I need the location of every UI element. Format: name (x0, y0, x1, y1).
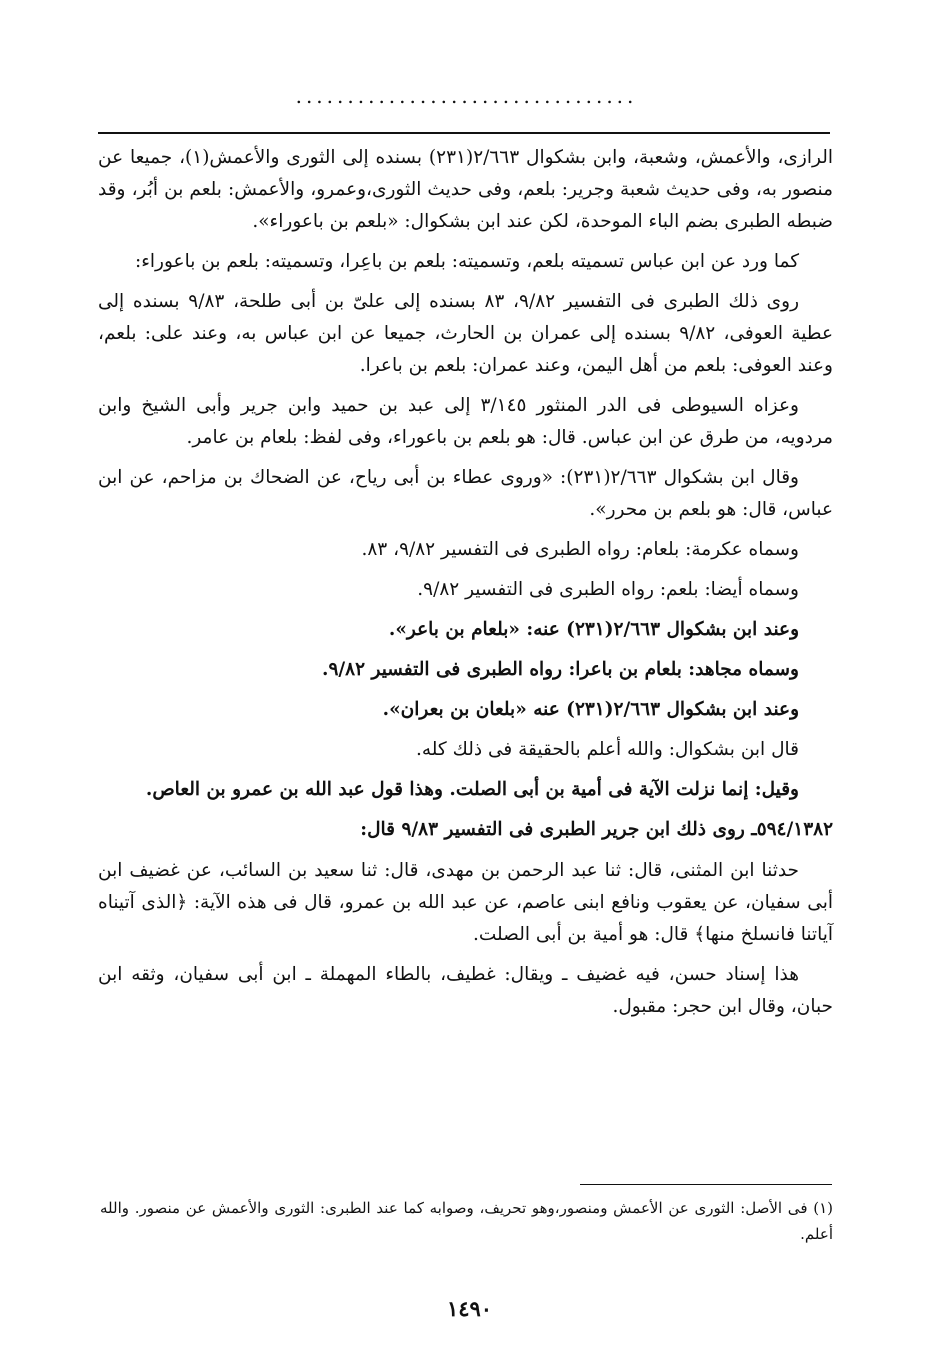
paragraph: وقيل: إنما نزلت الآية فى أمية بن أبى الصلت. وهذا قول عبد الله بن عمرو بن العاص. (145, 779, 799, 800)
paragraph: وعند ابن بشكوال ٢/٦٦٣(٢٣١) عنه: «بلعام بن باعر». (388, 619, 799, 640)
paragraph: وسماه عكرمة: بلعام: رواه الطبرى فى التفسير ٩/٨٢، ٨٣. (361, 539, 799, 560)
header-dots: ................................. (295, 84, 638, 108)
paragraph: كما ورد عن ابن عباس تسميته بلعم، وتسميته: بلعم بن باعِرا، وتسميته: بلعم بن باعوراء: (134, 251, 799, 272)
footnote: (١) فى الأصل: الثورى عن الأعمش ومنصور،وهو تحريف، وصوابه كما عند الطبرى: الثورى والأعمش عن منصور. والله أعلم. (100, 1199, 833, 1243)
paragraph: هذا إسناد حسن، فيه غضيف ـ ويقال: غطيف، بالطاء المهملة ـ ابن أبى سفيان، وثقه ابن حبان، وقال ابن حجر: مقبول. (98, 964, 833, 1017)
hadith-heading: ٥٩٤/١٣٨٢ـ روى ذلك ابن جرير الطبرى فى التفسير ٩/٨٣ قال: (360, 819, 833, 840)
paragraph: وقال ابن بشكوال ٢/٦٦٣(٢٣١): «وروى عطاء بن أبى رياح، عن الضحاك بن مزاحم، عن ابن عباس، قال: هو بلعم بن محرر». (98, 467, 833, 520)
paragraph: وسماه أيضا: بلعم: رواه الطبرى فى التفسير ٩/٨٢. (417, 579, 799, 600)
paragraph: وسماه مجاهد: بلعام بن باعرا: رواه الطبرى فى التفسير ٩/٨٢. (322, 659, 799, 680)
paragraph: روى ذلك الطبرى فى التفسير ٩/٨٢، ٨٣ بسنده إلى علىّ بن أبى طلحة، ٩/٨٣ بسنده إلى عطية العوفى، ٩/٨٢ بسنده إلى عمران بن الحارث، جميعا عن ابن عباس به، وعند على: بلعم، وعند العوفى: بلعم من أهل اليمن، وعند عمران: بلعم بن باعرا. (98, 291, 833, 376)
paragraph: الرازى، والأعمش، وشعبة، وابن بشكوال ٢/٦٦٣(٢٣١) بسنده إلى الثورى والأعمش(١)، جميعا عن منصور به، وفى حديث شعبة وجرير: بلعم، وفى حديث الثورى،وعمرو، والأعمش: بلعم بن أبُر، وقد ضبطه الطبرى بضم الباء الموحدة، لكن عند ابن بشكوال: «بلعم بن باعوراء». (98, 147, 833, 232)
paragraph: وعند ابن بشكوال ٢/٦٦٣(٢٣١) عنه «بلعان بن بعران». (382, 699, 799, 720)
header-rule (98, 132, 830, 134)
main-text (98, 142, 833, 1031)
page-number: ١٤٩٠ (446, 1296, 493, 1321)
paragraph: حدثنا ابن المثنى، قال: ثنا عبد الرحمن بن مهدى، قال: ثنا سعيد بن السائب، عن غضيف ابن أبى سفيان، عن يعقوب ونافع ابنى عاصم، عن عبد الله بن عمرو، قال فى هذه الآية: ﴿الذى آتيناه آياتنا فانسلخ منها﴾ قال: هو أمية بن أبى الصلت. (98, 860, 833, 945)
footnote-rule (580, 1184, 832, 1185)
paragraph: وعزاه السيوطى فى الدر المنثور ٣/١٤٥ إلى عبد بن حميد وابن جرير وأبى الشيخ وابن مردويه، من طرق عن ابن عباس. قال: هو بلعم بن باعوراء، وفى لفظ: بلعام بن عامر. (98, 395, 833, 448)
paragraph: قال ابن بشكوال: والله أعلم بالحقيقة فى ذلك كله. (416, 739, 799, 760)
